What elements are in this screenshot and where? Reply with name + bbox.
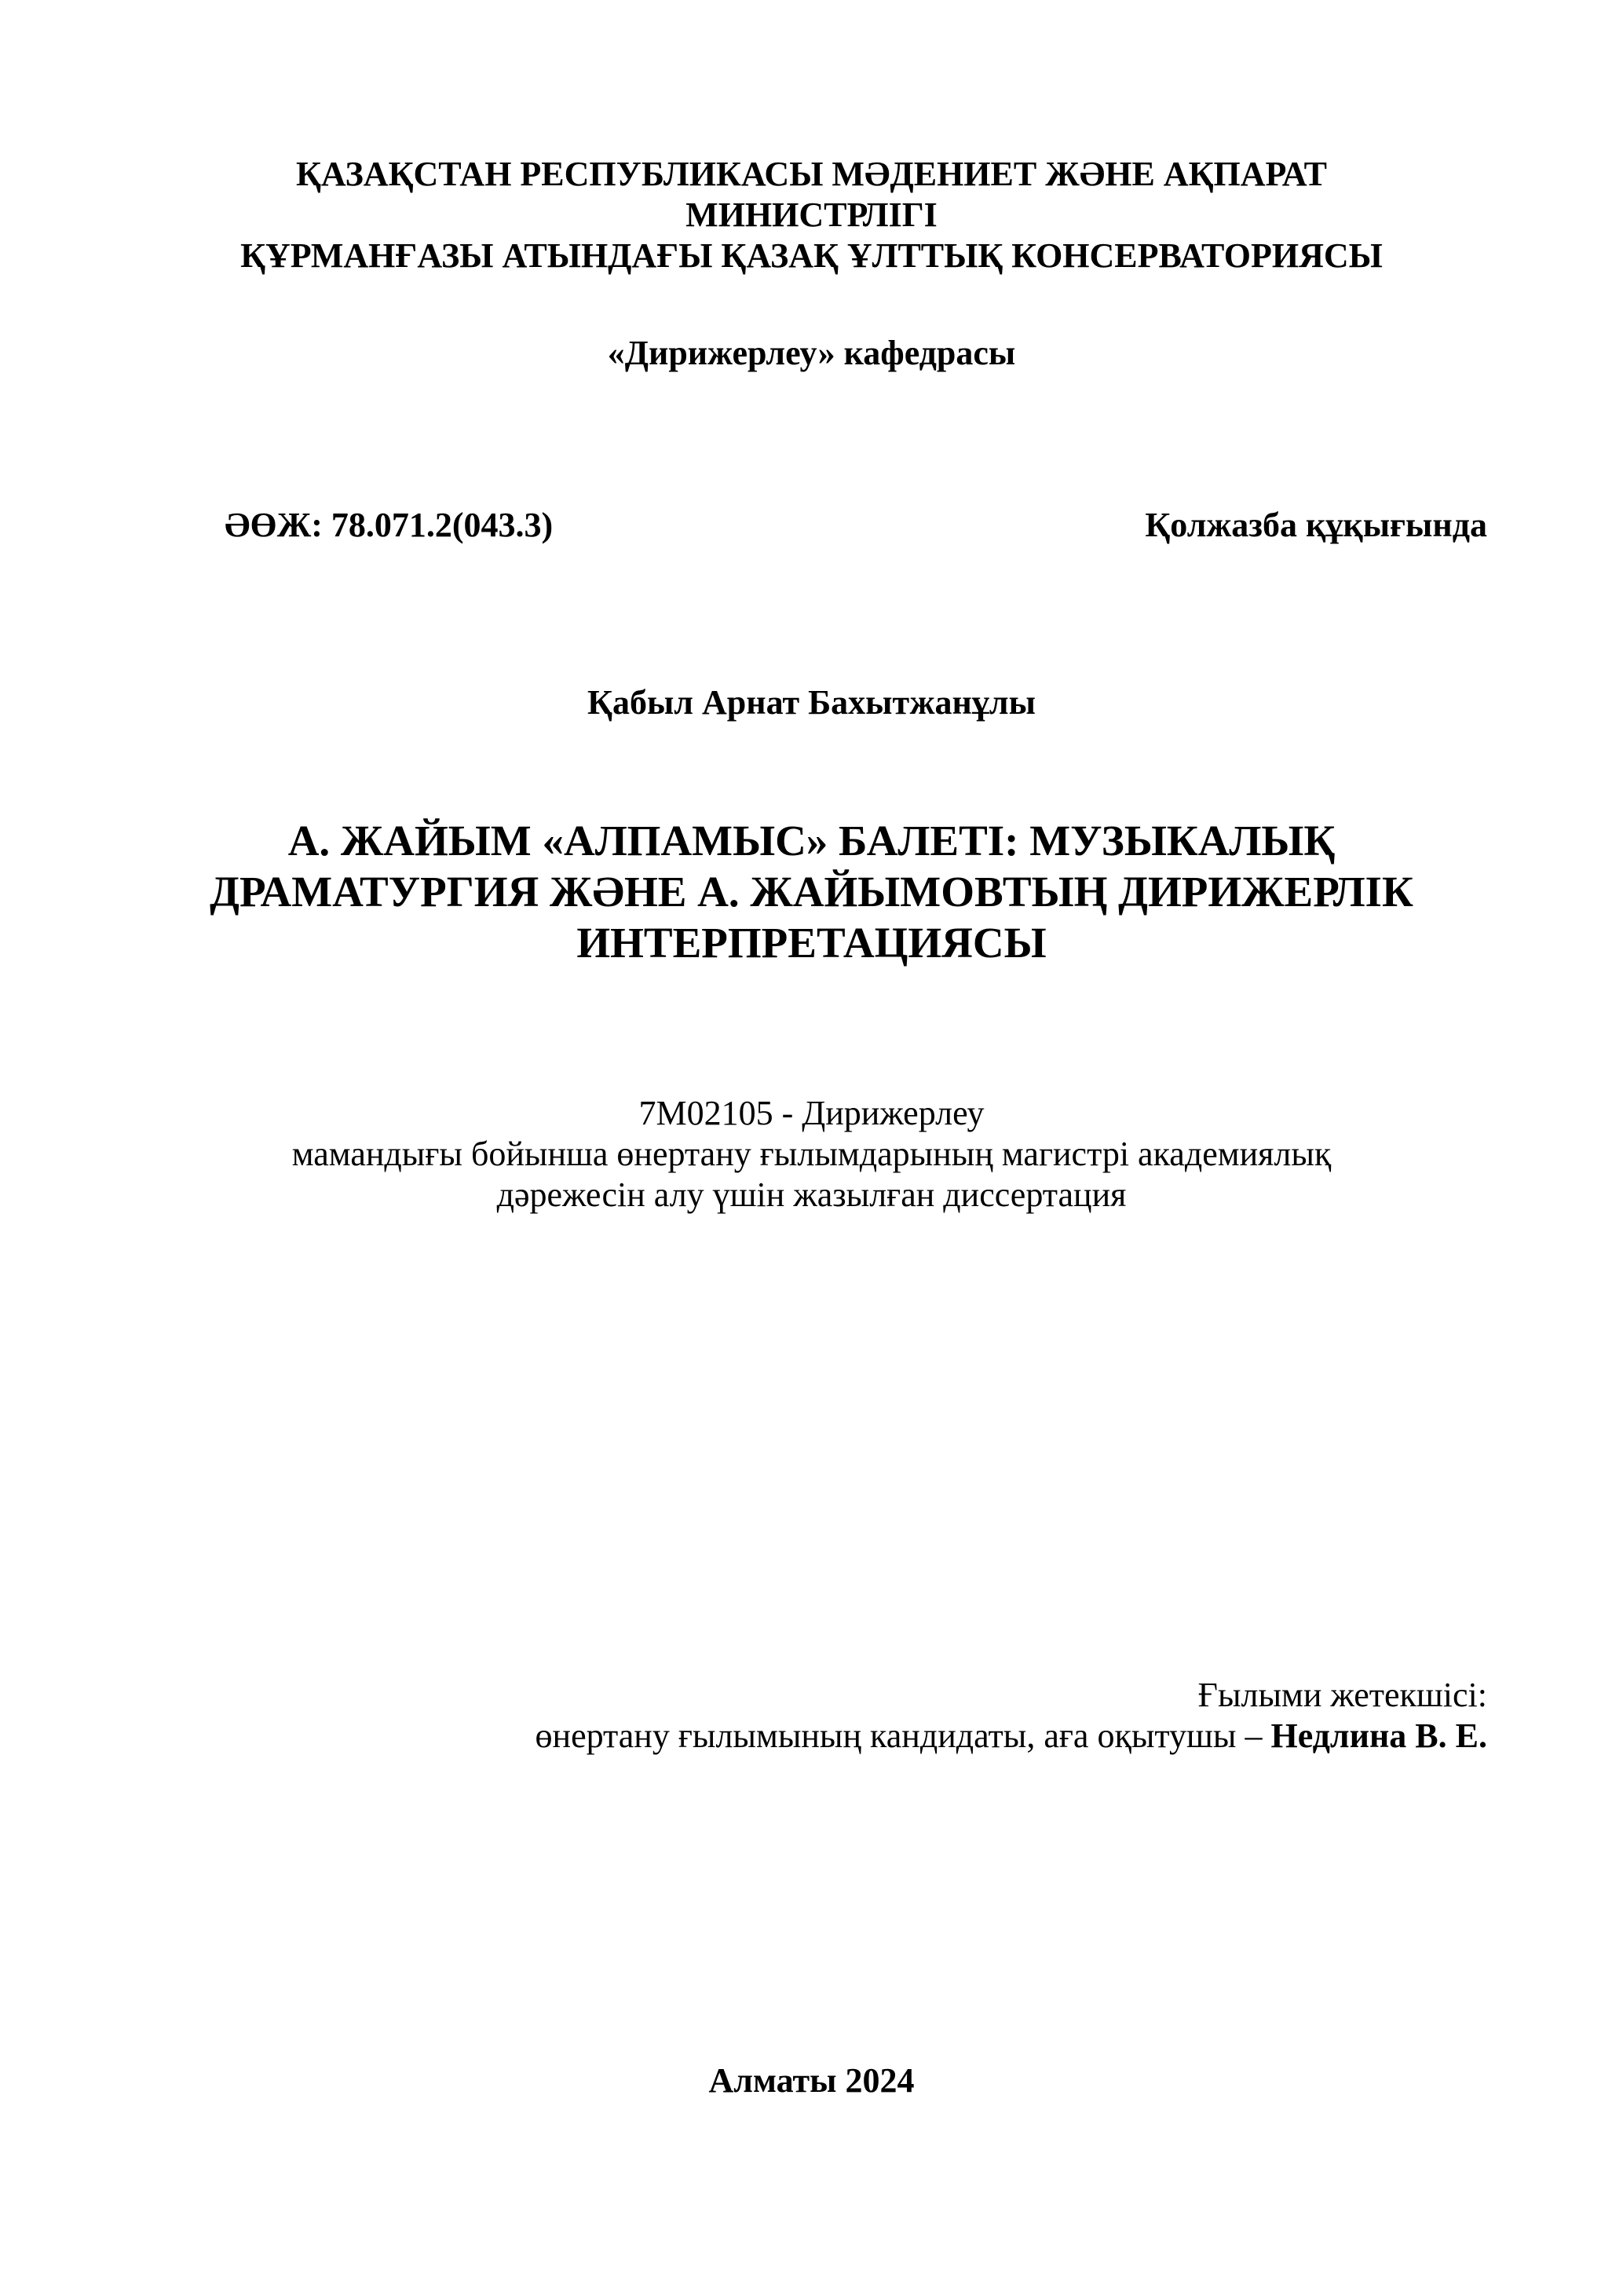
supervisor-label: Ғылыми жетекшісі:	[1197, 1676, 1487, 1714]
title-line-1: А. ЖАЙЫМ «АЛПАМЫС» БАЛЕТІ: МУЗЫКАЛЫҚ	[287, 817, 1336, 865]
supervisor-position: өнертану ғылымының кандидаты, аға оқытушы –	[535, 1717, 1271, 1755]
ministry-line-2: МИНИСТРЛІГІ	[685, 196, 938, 234]
dissertation-title	[0, 815, 1623, 968]
institution-header	[0, 154, 1623, 276]
specialty-code: 7М02105 - Дирижерлеу	[638, 1094, 985, 1132]
supervisor-block	[536, 1675, 1487, 1757]
title-line-2: ДРАМАТУРГИЯ ЖӘНЕ А. ЖАЙЫМОВТЫҢ ДИРИЖЕРЛІК	[210, 868, 1413, 916]
department-name: «Дирижерлеу» кафедрасы	[607, 334, 1016, 372]
specialty-line-3: дәрежесін алу үшін жазылған диссертация	[496, 1175, 1127, 1214]
ministry-line-1: ҚАЗАҚСТАН РЕСПУБЛИКАСЫ МӘДЕНИЕТ ЖӘНЕ АҚПАРАТ	[296, 155, 1327, 193]
author-name: Қабыл Арнат Бахытжанұлы	[587, 683, 1036, 722]
supervisor-name: Недлина В. Е.	[1270, 1717, 1487, 1755]
title-line-3: ИНТЕРПРЕТАЦИЯСЫ	[576, 919, 1047, 967]
supervisor-line	[536, 1716, 1487, 1757]
udc-code: ӘӨЖ: 78.071.2(043.3)	[225, 506, 554, 544]
manuscript-rights: Қолжазба құқығында	[1145, 506, 1487, 544]
specialty-line-2: мамандығы бойынша өнертану ғылымдарының магистрі академиялық	[291, 1135, 1332, 1173]
city-year: Алматы 2024	[708, 2061, 915, 2100]
specialty-block	[0, 1093, 1623, 1216]
conservatory-name: ҚҰРМАНҒАЗЫ АТЫНДАҒЫ ҚАЗАҚ ҰЛТТЫҚ КОНСЕРВАТОРИЯСЫ	[240, 236, 1383, 275]
